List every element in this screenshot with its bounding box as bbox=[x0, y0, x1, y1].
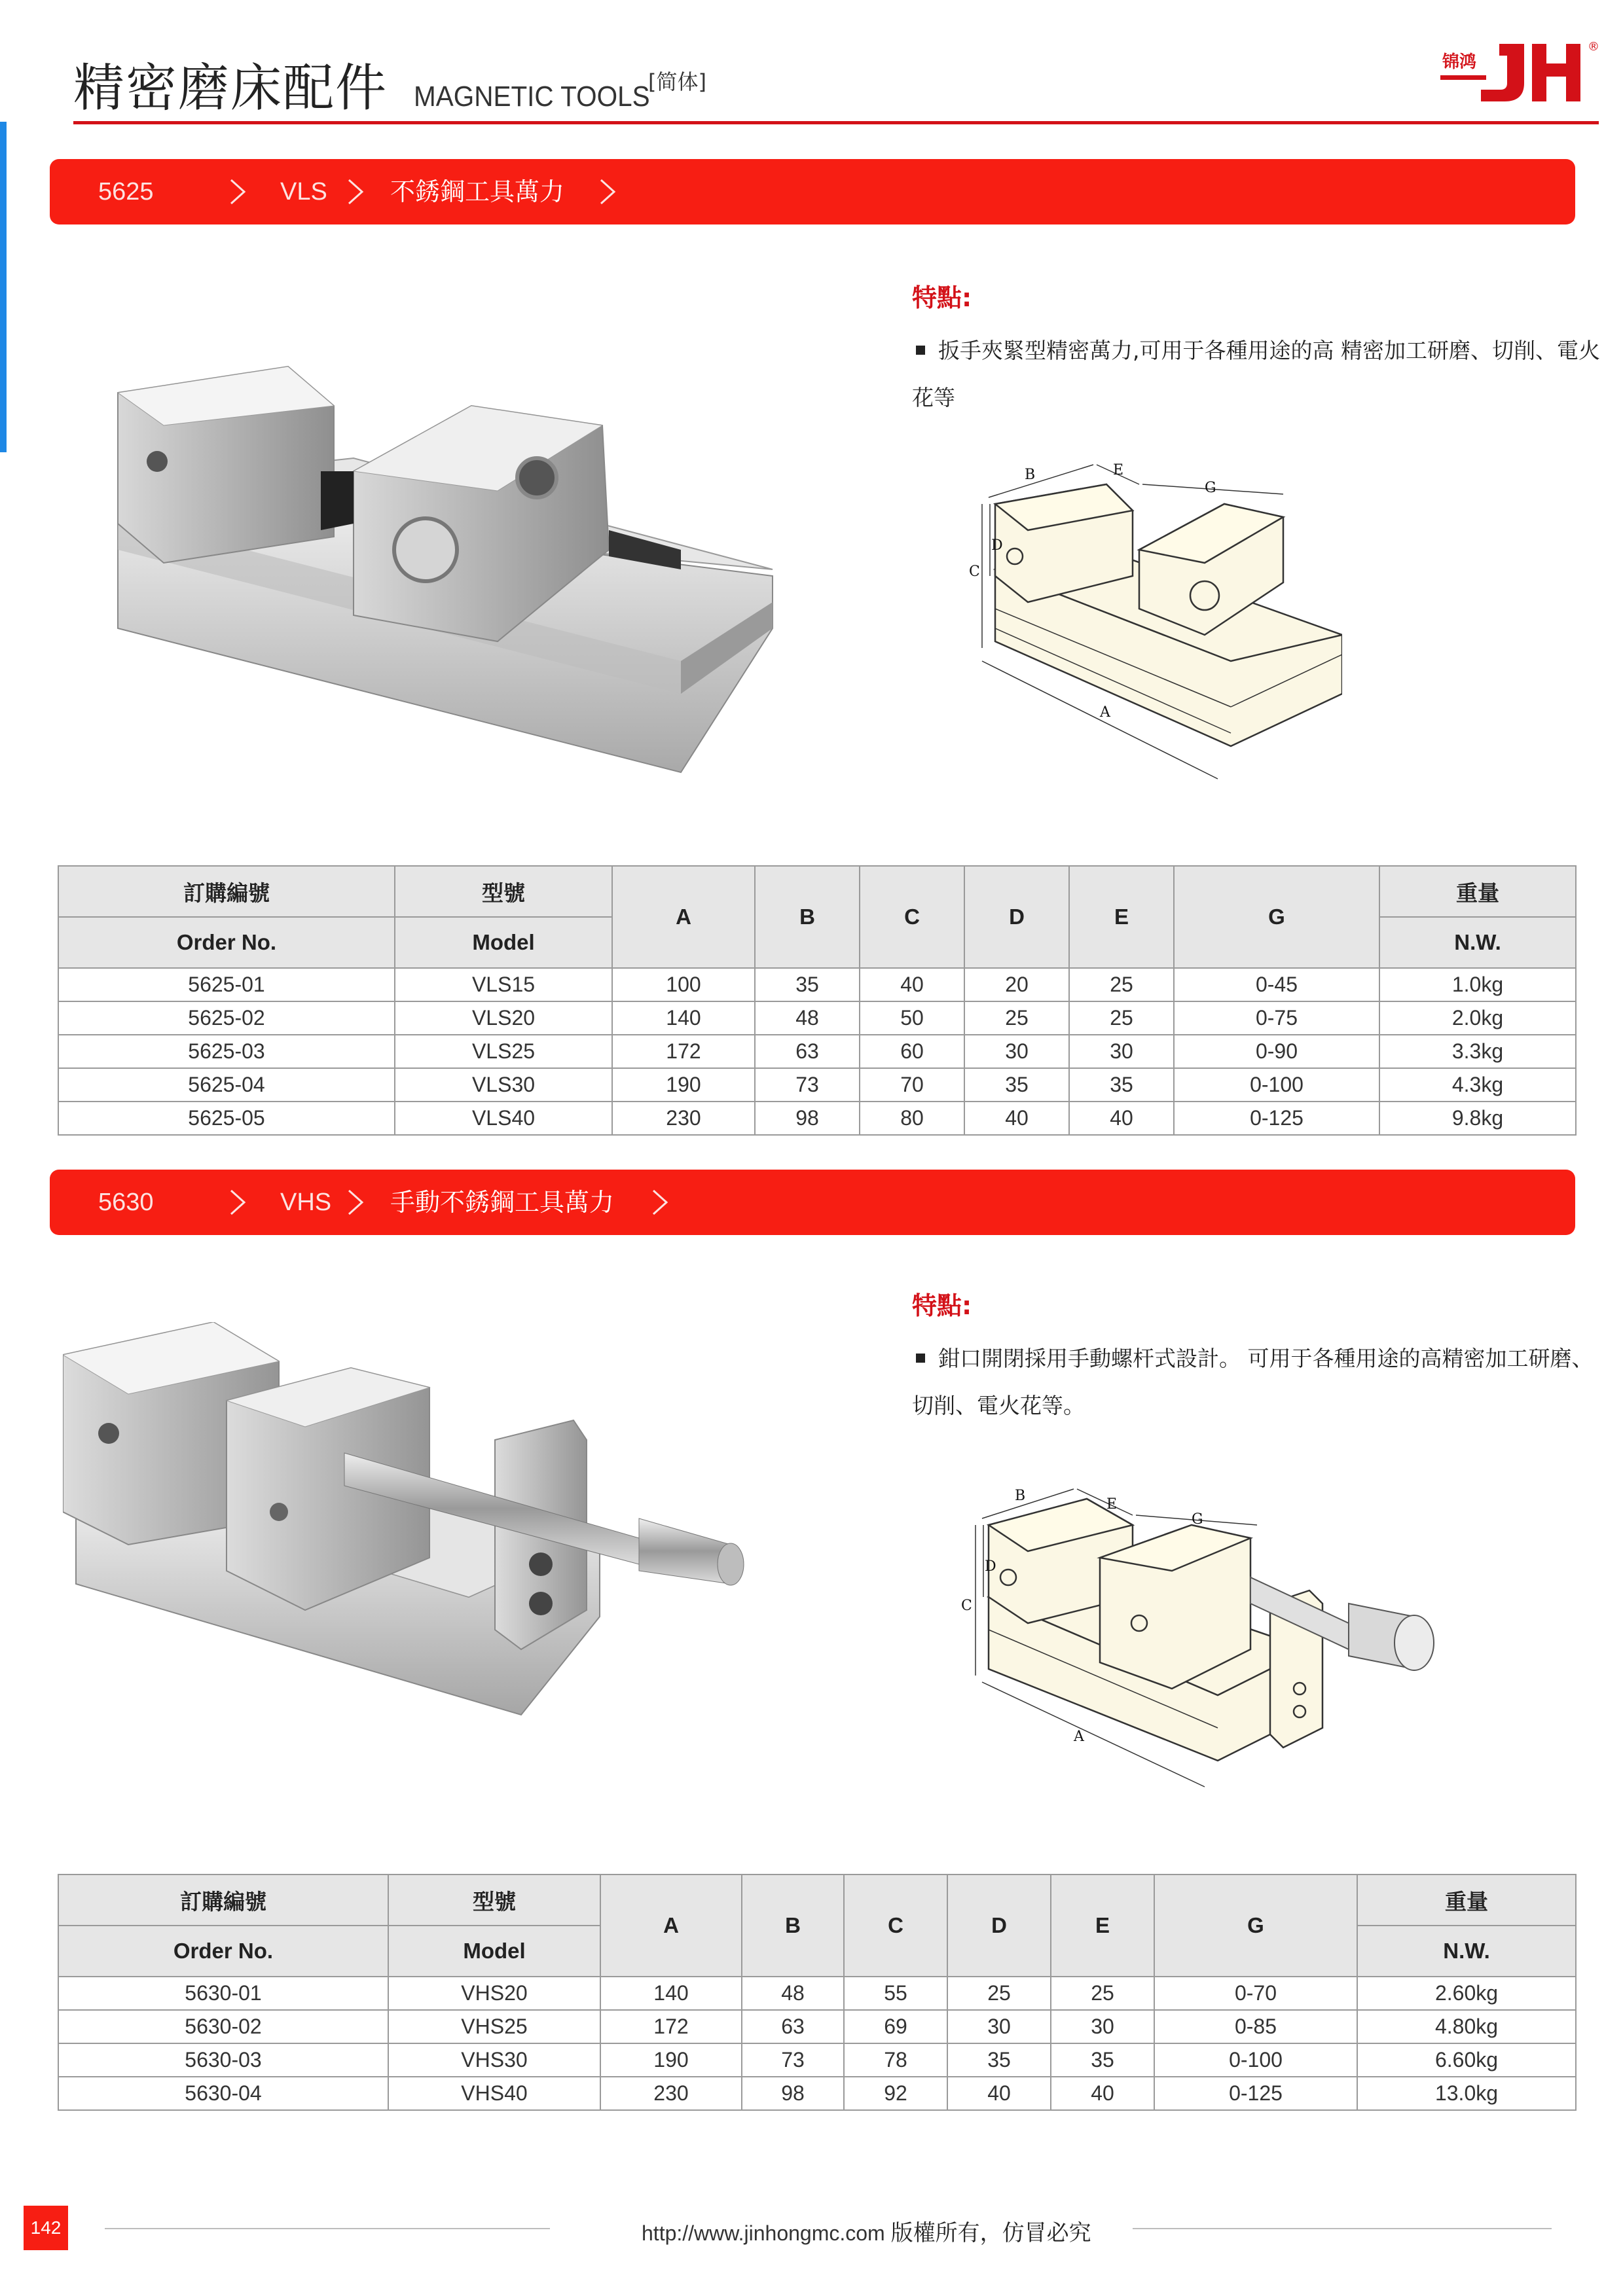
cell-d: 25 bbox=[947, 1977, 1051, 2010]
table-row bbox=[58, 1102, 1576, 1135]
section-banner-5630 bbox=[50, 1170, 1575, 1235]
cell-d: 35 bbox=[964, 1068, 1069, 1102]
col-header-b: B bbox=[742, 1874, 844, 1977]
cell-b: 48 bbox=[755, 1001, 860, 1035]
table-row bbox=[58, 968, 1576, 1001]
svg-text:D: D bbox=[991, 537, 1003, 554]
svg-text:B: B bbox=[1015, 1488, 1026, 1504]
spec-table-5625 bbox=[58, 865, 1577, 1136]
col-header-order-en: Order No. bbox=[58, 917, 395, 968]
table-row bbox=[58, 1977, 1576, 2010]
cell-c: 92 bbox=[844, 2077, 947, 2110]
table-row bbox=[58, 2043, 1576, 2077]
registered-mark: ® bbox=[1588, 40, 1599, 54]
table-row bbox=[58, 1035, 1576, 1068]
cell-c: 80 bbox=[860, 1102, 964, 1135]
cell-g: 0-100 bbox=[1174, 1068, 1379, 1102]
cell-model: VHS30 bbox=[388, 2043, 600, 2077]
header-divider bbox=[73, 121, 1599, 124]
cell-weight: 4.3kg bbox=[1379, 1068, 1576, 1102]
cell-g: 0-85 bbox=[1154, 2010, 1357, 2043]
cell-g: 0-70 bbox=[1154, 1977, 1357, 2010]
col-header-a: A bbox=[612, 866, 755, 968]
features-text: 鉗口開閉採用手動螺杆式設計。 可用于各種用途的高精密加工研磨、切削、電火花等。 bbox=[912, 1346, 1594, 1418]
chevron-right-icon bbox=[341, 1188, 370, 1217]
cell-weight: 1.0kg bbox=[1379, 968, 1576, 1001]
cell-weight: 2.0kg bbox=[1379, 1001, 1576, 1035]
page-title-en: MAGNETIC TOOLS bbox=[414, 81, 650, 113]
cell-order-no: 5625-02 bbox=[58, 1001, 395, 1035]
cell-order-no: 5630-02 bbox=[58, 2010, 388, 2043]
cell-b: 98 bbox=[742, 2077, 844, 2110]
cell-a: 140 bbox=[600, 1977, 742, 2010]
cell-c: 70 bbox=[860, 1068, 964, 1102]
cell-weight: 13.0kg bbox=[1357, 2077, 1576, 2110]
cell-weight: 3.3kg bbox=[1379, 1035, 1576, 1068]
col-header-c: C bbox=[844, 1874, 947, 1977]
cell-a: 140 bbox=[612, 1001, 755, 1035]
cell-order-no: 5625-03 bbox=[58, 1035, 395, 1068]
cell-c: 50 bbox=[860, 1001, 964, 1035]
cell-a: 172 bbox=[612, 1035, 755, 1068]
col-header-g: G bbox=[1154, 1874, 1357, 1977]
cell-weight: 2.60kg bbox=[1357, 1977, 1576, 2010]
banner-series-number: 5630 bbox=[98, 1189, 154, 1216]
col-header-a: A bbox=[600, 1874, 742, 1977]
banner-model-code: VHS bbox=[280, 1189, 332, 1216]
table-row bbox=[58, 1001, 1576, 1035]
cell-g: 0-125 bbox=[1174, 1102, 1379, 1135]
table-row bbox=[58, 2010, 1576, 2043]
website-link[interactable]: http://www.jinhongmc.com bbox=[642, 2221, 885, 2245]
spec-table-body bbox=[58, 1977, 1576, 2110]
footer-divider-right bbox=[1133, 2228, 1552, 2229]
cell-model: VHS40 bbox=[388, 2077, 600, 2110]
col-header-e: E bbox=[1051, 1874, 1154, 1977]
col-header-weight-cn: 重量 bbox=[1379, 866, 1576, 917]
table-row bbox=[58, 2077, 1576, 2110]
cell-weight: 9.8kg bbox=[1379, 1102, 1576, 1135]
cell-model: VHS20 bbox=[388, 1977, 600, 2010]
cell-order-no: 5625-05 bbox=[58, 1102, 395, 1135]
cell-d: 40 bbox=[964, 1102, 1069, 1135]
product-photo-vls bbox=[105, 353, 792, 785]
chevron-right-icon bbox=[223, 1188, 252, 1217]
col-header-e: E bbox=[1069, 866, 1174, 968]
page-number: 142 bbox=[24, 2206, 68, 2250]
chevron-right-icon bbox=[646, 1188, 674, 1217]
col-header-weight-en: N.W. bbox=[1379, 917, 1576, 968]
features-description bbox=[912, 1335, 1606, 1429]
cell-model: VLS20 bbox=[395, 1001, 612, 1035]
features-heading: 特點: bbox=[912, 1291, 972, 1320]
svg-text:G: G bbox=[1205, 480, 1216, 496]
svg-text:D: D bbox=[985, 1558, 996, 1575]
svg-text:B: B bbox=[1025, 467, 1036, 483]
product-photo-vhs bbox=[63, 1322, 803, 1728]
cell-c: 40 bbox=[860, 968, 964, 1001]
cell-e: 40 bbox=[1069, 1102, 1174, 1135]
col-header-order-en: Order No. bbox=[58, 1926, 388, 1977]
cell-b: 35 bbox=[755, 968, 860, 1001]
col-header-b: B bbox=[755, 866, 860, 968]
cell-a: 190 bbox=[600, 2043, 742, 2077]
cell-order-no: 5625-04 bbox=[58, 1068, 395, 1102]
cell-d: 30 bbox=[947, 2010, 1051, 2043]
cell-d: 25 bbox=[964, 1001, 1069, 1035]
cell-order-no: 5630-03 bbox=[58, 2043, 388, 2077]
footer-text bbox=[642, 2215, 1091, 2247]
chevron-right-icon bbox=[223, 177, 252, 206]
cell-a: 230 bbox=[612, 1102, 755, 1135]
cell-c: 78 bbox=[844, 2043, 947, 2077]
bullet-square-icon bbox=[916, 1354, 925, 1363]
cell-e: 25 bbox=[1051, 1977, 1154, 2010]
cell-model: VLS15 bbox=[395, 968, 612, 1001]
cell-a: 172 bbox=[600, 2010, 742, 2043]
col-header-c: C bbox=[860, 866, 964, 968]
svg-text:A: A bbox=[1074, 1729, 1084, 1745]
cell-e: 25 bbox=[1069, 1001, 1174, 1035]
svg-text:C: C bbox=[969, 564, 980, 580]
cell-order-no: 5625-01 bbox=[58, 968, 395, 1001]
cell-b: 98 bbox=[755, 1102, 860, 1135]
cell-d: 30 bbox=[964, 1035, 1069, 1068]
cell-g: 0-100 bbox=[1154, 2043, 1357, 2077]
spec-table-body bbox=[58, 968, 1576, 1135]
cell-g: 0-90 bbox=[1174, 1035, 1379, 1068]
cell-weight: 4.80kg bbox=[1357, 2010, 1576, 2043]
footer-divider-left bbox=[105, 2228, 550, 2229]
cell-model: VLS40 bbox=[395, 1102, 612, 1135]
language-tag: [简体] bbox=[648, 69, 706, 94]
bullet-square-icon bbox=[916, 346, 925, 355]
dimension-diagram-vhs bbox=[943, 1453, 1480, 1800]
cell-e: 35 bbox=[1051, 2043, 1154, 2077]
svg-text:C: C bbox=[961, 1598, 972, 1614]
chevron-right-icon bbox=[593, 177, 622, 206]
cell-order-no: 5630-01 bbox=[58, 1977, 388, 2010]
banner-model-code: VLS bbox=[280, 178, 327, 206]
side-accent-bar bbox=[0, 122, 7, 452]
cell-b: 63 bbox=[742, 2010, 844, 2043]
col-header-d: D bbox=[964, 866, 1069, 968]
svg-text:A: A bbox=[1100, 704, 1110, 721]
cell-b: 73 bbox=[742, 2043, 844, 2077]
cell-a: 230 bbox=[600, 2077, 742, 2110]
col-header-model-en: Model bbox=[395, 917, 612, 968]
col-header-order-cn: 訂購編號 bbox=[58, 866, 395, 917]
svg-text:G: G bbox=[1192, 1511, 1203, 1528]
cell-c: 55 bbox=[844, 1977, 947, 2010]
col-header-weight-cn: 重量 bbox=[1357, 1874, 1576, 1926]
cell-model: VHS25 bbox=[388, 2010, 600, 2043]
cell-g: 0-75 bbox=[1174, 1001, 1379, 1035]
col-header-model-cn: 型號 bbox=[388, 1874, 600, 1926]
banner-product-name: 手動不銹鋼工具萬力 bbox=[390, 1188, 615, 1217]
cell-d: 20 bbox=[964, 968, 1069, 1001]
col-header-d: D bbox=[947, 1874, 1051, 1977]
cell-e: 40 bbox=[1051, 2077, 1154, 2110]
cell-model: VLS30 bbox=[395, 1068, 612, 1102]
col-header-weight-en: N.W. bbox=[1357, 1926, 1576, 1977]
cell-c: 69 bbox=[844, 2010, 947, 2043]
spec-table-5630 bbox=[58, 1874, 1577, 2111]
cell-c: 60 bbox=[860, 1035, 964, 1068]
copyright-notice: 版權所有，仿冒必究 bbox=[890, 2220, 1091, 2246]
cell-e: 30 bbox=[1051, 2010, 1154, 2043]
cell-a: 100 bbox=[612, 968, 755, 1001]
cell-e: 25 bbox=[1069, 968, 1174, 1001]
svg-text:E: E bbox=[1106, 1496, 1118, 1513]
svg-text:E: E bbox=[1113, 462, 1124, 478]
col-header-model-cn: 型號 bbox=[395, 866, 612, 917]
cell-e: 30 bbox=[1069, 1035, 1174, 1068]
cell-g: 0-45 bbox=[1174, 968, 1379, 1001]
page-title-cn: 精密磨床配件 bbox=[73, 59, 388, 118]
cell-b: 48 bbox=[742, 1977, 844, 2010]
section-banner-5625 bbox=[50, 159, 1575, 224]
col-header-order-cn: 訂購編號 bbox=[58, 1874, 388, 1926]
jh-logo bbox=[1440, 36, 1601, 108]
features-heading: 特點: bbox=[912, 283, 972, 312]
banner-series-number: 5625 bbox=[98, 178, 154, 206]
cell-d: 35 bbox=[947, 2043, 1051, 2077]
cell-b: 63 bbox=[755, 1035, 860, 1068]
features-text: 扳手夾緊型精密萬力,可用于各種用途的高 精密加工研磨、切削、電火花等 bbox=[912, 338, 1600, 410]
dimension-diagram-vls bbox=[917, 445, 1342, 805]
table-row bbox=[58, 1068, 1576, 1102]
chevron-right-icon bbox=[341, 177, 370, 206]
cell-g: 0-125 bbox=[1154, 2077, 1357, 2110]
cell-order-no: 5630-04 bbox=[58, 2077, 388, 2110]
col-header-model-en: Model bbox=[388, 1926, 600, 1977]
cell-b: 73 bbox=[755, 1068, 860, 1102]
cell-d: 40 bbox=[947, 2077, 1051, 2110]
col-header-g: G bbox=[1174, 866, 1379, 968]
cell-weight: 6.60kg bbox=[1357, 2043, 1576, 2077]
cell-a: 190 bbox=[612, 1068, 755, 1102]
cell-model: VLS25 bbox=[395, 1035, 612, 1068]
features-description bbox=[912, 327, 1606, 422]
banner-product-name: 不銹鋼工具萬力 bbox=[390, 177, 565, 206]
logo-chinese-text: 锦鸿 bbox=[1442, 52, 1477, 72]
cell-e: 35 bbox=[1069, 1068, 1174, 1102]
